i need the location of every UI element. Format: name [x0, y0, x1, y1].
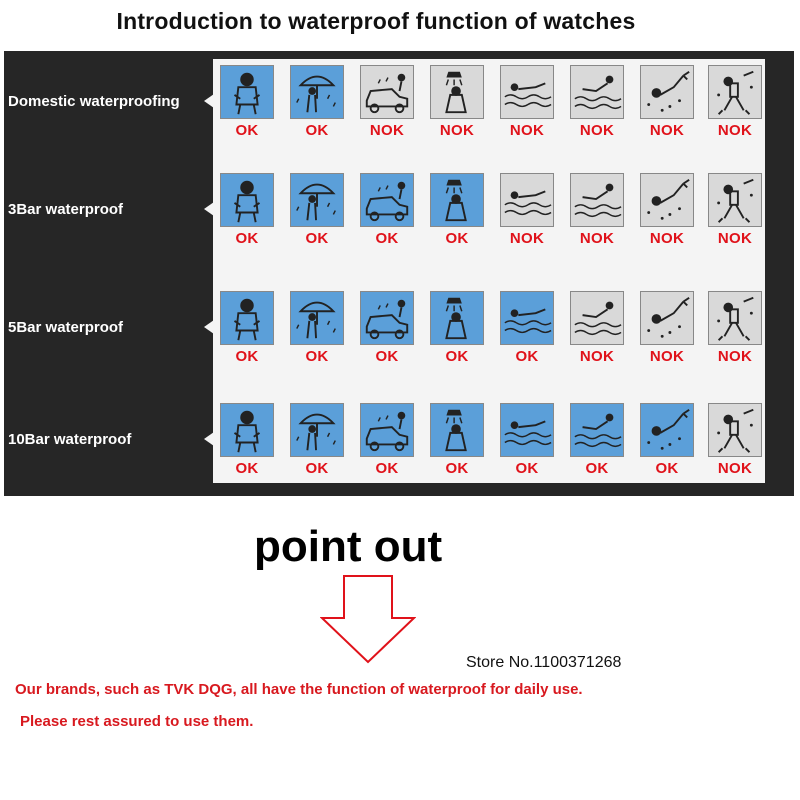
diving-swim-icon	[570, 65, 624, 119]
status-label: OK	[585, 460, 609, 477]
activity-cell	[219, 291, 275, 365]
note-line-1: Our brands, such as TVK DQG, all have the function of waterproof for daily use.	[15, 681, 583, 698]
scuba-diving-icon	[708, 65, 762, 119]
diving-swim-icon	[570, 173, 624, 227]
swimming-icon	[500, 403, 554, 457]
status-label: OK	[445, 460, 469, 477]
activity-cell	[289, 173, 345, 247]
row-pointer	[204, 432, 214, 446]
status-label: OK	[235, 122, 259, 139]
status-label: OK	[375, 460, 399, 477]
scuba-diving-icon	[708, 291, 762, 345]
status-label: OK	[235, 230, 259, 247]
activity-cell	[499, 403, 555, 477]
row-pointer	[204, 94, 214, 108]
activity-cell	[707, 65, 763, 139]
status-label: NOK	[579, 230, 615, 247]
status-label: OK	[375, 348, 399, 365]
status-label: NOK	[717, 230, 753, 247]
activity-cell	[219, 403, 275, 477]
row-label	[4, 165, 214, 253]
down-arrow-icon	[320, 574, 416, 664]
snorkeling-icon	[640, 173, 694, 227]
activity-cell	[499, 291, 555, 365]
status-label: OK	[235, 348, 259, 365]
waterproof-row	[4, 57, 762, 145]
status-label: OK	[445, 230, 469, 247]
row-label-text: 10Bar waterproof	[8, 430, 132, 448]
washing-hands-icon	[220, 291, 274, 345]
shower-icon	[430, 291, 484, 345]
waterproof-row	[4, 283, 762, 371]
rain-umbrella-icon	[290, 403, 344, 457]
status-label: OK	[655, 460, 679, 477]
swimming-icon	[500, 65, 554, 119]
scuba-diving-icon	[708, 403, 762, 457]
activity-cell	[707, 403, 763, 477]
row-label-text: Domestic waterproofing	[8, 92, 180, 110]
activity-cell	[359, 291, 415, 365]
status-label: OK	[375, 230, 399, 247]
rain-umbrella-icon	[290, 173, 344, 227]
shower-icon	[430, 65, 484, 119]
status-label: OK	[305, 460, 329, 477]
activity-cell	[429, 403, 485, 477]
activity-cell	[289, 65, 345, 139]
activity-cell	[429, 173, 485, 247]
diving-swim-icon	[570, 403, 624, 457]
status-label: OK	[515, 348, 539, 365]
snorkeling-icon	[640, 403, 694, 457]
activity-cell	[219, 173, 275, 247]
washing-hands-icon	[220, 173, 274, 227]
diving-swim-icon	[570, 291, 624, 345]
row-label	[4, 57, 214, 145]
status-label: NOK	[579, 348, 615, 365]
washing-hands-icon	[220, 65, 274, 119]
status-label: OK	[305, 348, 329, 365]
status-label: OK	[305, 122, 329, 139]
activity-cell	[359, 403, 415, 477]
status-label: OK	[305, 230, 329, 247]
activity-cell	[639, 403, 695, 477]
swimming-icon	[500, 291, 554, 345]
activity-cell	[429, 65, 485, 139]
status-label: NOK	[439, 122, 475, 139]
waterproof-row	[4, 395, 762, 483]
shower-icon	[430, 173, 484, 227]
scuba-diving-icon	[708, 173, 762, 227]
status-label: NOK	[509, 122, 545, 139]
status-label: NOK	[649, 348, 685, 365]
activity-cell	[289, 291, 345, 365]
car-wash-icon	[360, 173, 414, 227]
status-label: NOK	[717, 348, 753, 365]
row-label-text: 3Bar waterproof	[8, 200, 124, 218]
rain-umbrella-icon	[290, 65, 344, 119]
shower-icon	[430, 403, 484, 457]
snorkeling-icon	[640, 291, 694, 345]
status-label: OK	[445, 348, 469, 365]
row-label	[4, 395, 214, 483]
status-label: NOK	[509, 230, 545, 247]
note-line-2: Please rest assured to use them.	[20, 713, 254, 730]
row-pointer	[204, 320, 214, 334]
car-wash-icon	[360, 403, 414, 457]
activity-cell	[569, 65, 625, 139]
row-pointer	[204, 202, 214, 216]
activity-cell	[639, 173, 695, 247]
activity-cell	[569, 173, 625, 247]
status-label: NOK	[369, 122, 405, 139]
activity-cell	[569, 403, 625, 477]
activity-cell	[707, 173, 763, 247]
snorkeling-icon	[640, 65, 694, 119]
activity-cell	[499, 173, 555, 247]
activity-cell	[429, 291, 485, 365]
activity-cell	[569, 291, 625, 365]
row-label-text: 5Bar waterproof	[8, 318, 124, 336]
row-label	[4, 283, 214, 371]
status-label: NOK	[717, 122, 753, 139]
page-title: Introduction to waterproof function of watches	[116, 8, 636, 34]
activity-cell	[359, 65, 415, 139]
waterproof-row	[4, 165, 762, 253]
activity-cell	[639, 65, 695, 139]
point-out-heading: point out	[254, 522, 443, 571]
status-label: NOK	[579, 122, 615, 139]
activity-cell	[639, 291, 695, 365]
car-wash-icon	[360, 65, 414, 119]
status-label: NOK	[649, 230, 685, 247]
activity-cell	[289, 403, 345, 477]
swimming-icon	[500, 173, 554, 227]
activity-cell	[219, 65, 275, 139]
washing-hands-icon	[220, 403, 274, 457]
car-wash-icon	[360, 291, 414, 345]
activity-cell	[359, 173, 415, 247]
status-label: OK	[235, 460, 259, 477]
rain-umbrella-icon	[290, 291, 344, 345]
activity-cell	[499, 65, 555, 139]
status-label: OK	[515, 460, 539, 477]
status-label: NOK	[649, 122, 685, 139]
activity-cell	[707, 291, 763, 365]
status-label: NOK	[717, 460, 753, 477]
store-number: Store No.1100371268	[466, 654, 622, 671]
